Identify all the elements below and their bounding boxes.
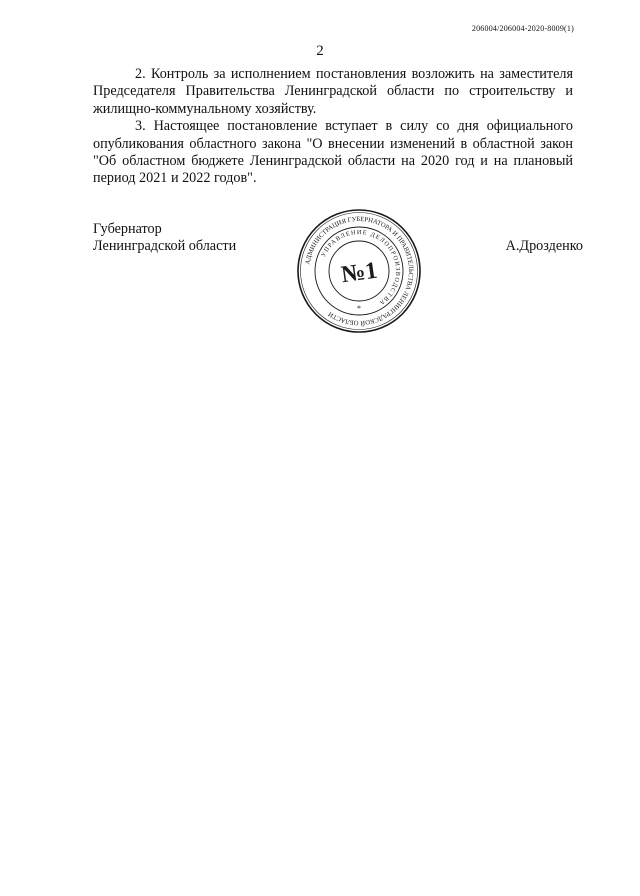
seal-star: * bbox=[357, 304, 361, 313]
document-body bbox=[93, 66, 573, 188]
signatory-title-line-1: Губернатор bbox=[93, 221, 162, 237]
seal-number: №1 bbox=[339, 257, 379, 289]
official-seal-stamp bbox=[295, 207, 423, 335]
signatory-title bbox=[93, 221, 236, 256]
paragraph-effective-date: 3. Настоящее постановление вступает в силу со дня официального опубликования областного закона "О внесении изменений в областной закон "Об областном бюджете Ленинградской области на 2020 год и на плановый период 2021 и 2022 годов". bbox=[93, 118, 573, 187]
page-number: 2 bbox=[316, 43, 324, 59]
signatory-title-line-2: Ленинградской области bbox=[93, 238, 237, 255]
seal-inner-lettering: УПРАВЛЕНИЕ ДЕЛОПРОИЗВОДСТВА bbox=[319, 228, 402, 307]
document-registration-code: 206004/206004-2020-8009(1) bbox=[471, 24, 574, 33]
paragraph-control: 2. Контроль за исполнением постановления возложить на заместителя Председателя Правительства Ленинградской области по строительству и жилищно-коммунальному хозяйству. bbox=[93, 66, 573, 117]
seal-outer-lettering: АДМИНИСТРАЦИЯ ГУБЕРНАТОРА И ПРАВИТЕЛЬСТВА ЛЕНИНГРАДСКОЙ ОБЛАСТИ bbox=[304, 215, 415, 327]
signatory-name: А.Дрозденко bbox=[505, 238, 583, 254]
